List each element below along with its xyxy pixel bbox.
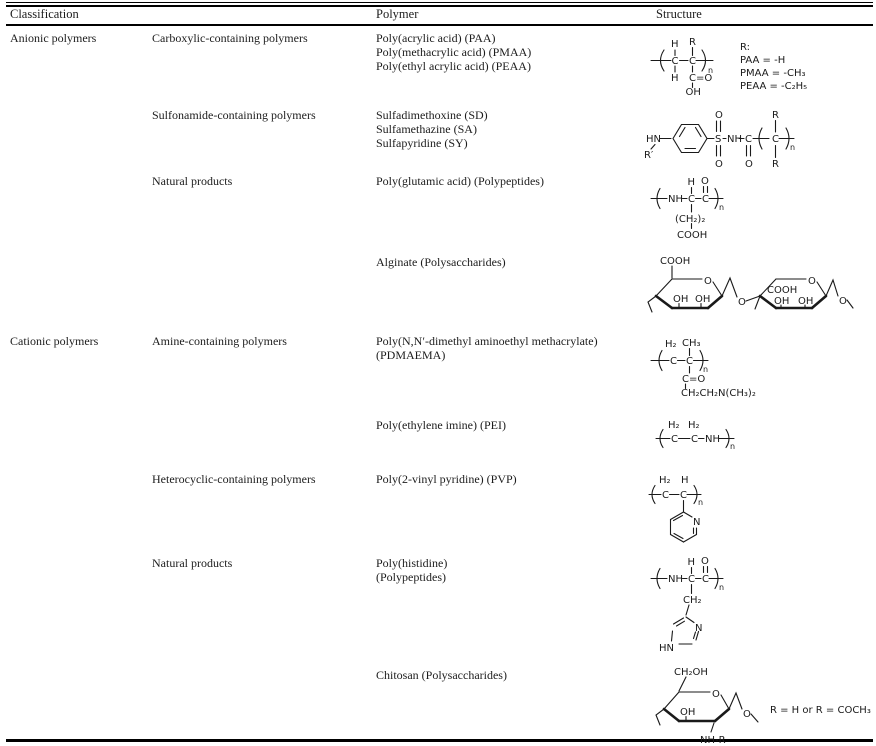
polymer-name: Poly(ethylene imine) (PEI) xyxy=(376,418,506,432)
atom-label: N xyxy=(695,623,703,634)
polymer-name: Sulfapyridine (SY) xyxy=(376,136,468,150)
category-cell: Natural products xyxy=(152,556,233,570)
header-rule xyxy=(6,24,873,26)
atom-label: C=O xyxy=(689,73,713,84)
repeat-subscript: n xyxy=(698,498,704,507)
polymer-name: (Polypeptides) xyxy=(376,570,446,584)
atom-label: H xyxy=(671,73,679,84)
atom-label: O xyxy=(701,176,709,187)
atom-label: R xyxy=(689,37,696,48)
category-cell: Amine-containing polymers xyxy=(152,334,287,348)
classification-cell: Cationic polymers xyxy=(10,334,99,348)
polymer-cell xyxy=(376,108,488,150)
atom-label: C xyxy=(671,56,679,67)
atom-label: NH xyxy=(668,194,683,205)
atom-label: CH₂CH₂N(CH₃)₂ xyxy=(681,388,756,398)
atom-label: O xyxy=(715,159,723,170)
atom-label: S xyxy=(715,134,722,145)
atom-label: O xyxy=(808,276,816,287)
polymer-cell xyxy=(376,174,544,188)
atom-label: COOH xyxy=(677,230,708,240)
structure-polyglutamic-diagram xyxy=(645,176,805,240)
polymer-name: Poly(acrylic acid) (PAA) xyxy=(376,31,496,45)
atom-label: O xyxy=(745,159,753,170)
polymer-name: (PDMAEMA) xyxy=(376,348,446,362)
atom-label: NH xyxy=(705,434,720,445)
atom-label: H₂ xyxy=(688,420,700,431)
atom-label: C xyxy=(662,490,669,501)
atom-label: OH xyxy=(685,87,701,96)
structure-pvp-diagram xyxy=(645,472,760,552)
atom-label: CH₂OH xyxy=(674,667,708,678)
polymer-name: Poly(N,N′-dimethyl aminoethyl methacrylate) xyxy=(376,334,598,348)
atom-label: O xyxy=(704,276,712,287)
atom-label: NH xyxy=(668,574,683,585)
atom-label: C xyxy=(702,194,709,205)
repeat-subscript: n xyxy=(730,442,736,451)
atom-label: O xyxy=(839,296,847,307)
classification-cell: Anionic polymers xyxy=(10,31,97,45)
atom-label: CH₃ xyxy=(682,338,701,349)
atom-label: C xyxy=(689,56,696,67)
category-cell: Natural products xyxy=(152,174,233,188)
structure-chitosan-diagram xyxy=(648,664,876,746)
polymer-name: Sulfamethazine (SA) xyxy=(376,122,477,136)
structure-polyhistidine-diagram xyxy=(645,556,805,661)
polymer-name: Poly(methacrylic acid) (PMAA) xyxy=(376,45,532,59)
atom-label: C xyxy=(671,434,678,445)
polymer-cell xyxy=(376,334,598,362)
atom-label: C=O xyxy=(682,374,706,385)
atom-label: NH xyxy=(727,134,742,145)
atom-label: O xyxy=(712,689,720,700)
legend-label: R: xyxy=(740,42,751,53)
category-cell: Heterocyclic-containing polymers xyxy=(152,472,316,486)
structure-paa-diagram xyxy=(645,34,875,96)
legend-label: PEAA = -C₂H₅ xyxy=(740,81,808,92)
structure-pei-diagram xyxy=(652,416,787,454)
column-header-classification: Classification xyxy=(10,7,79,21)
repeat-subscript: n xyxy=(790,143,796,152)
atom-label: HN xyxy=(646,134,661,145)
atom-label: C xyxy=(688,574,695,585)
legend-label: PMAA = -CH₃ xyxy=(740,68,806,79)
category-cell: Sulfonamide-containing polymers xyxy=(152,108,316,122)
atom-label: H₂ xyxy=(659,475,671,486)
atom-label: R xyxy=(772,110,779,121)
atom-label: H₂ xyxy=(665,339,677,350)
structure-alginate-diagram xyxy=(640,252,870,320)
atom-label: NH-R xyxy=(700,735,726,746)
polymer-name: Poly(glutamic acid) (Polypeptides) xyxy=(376,174,544,188)
atom-label: OH xyxy=(680,707,696,718)
atom-label: OH xyxy=(798,296,814,307)
atom-label: C xyxy=(688,194,695,205)
structure-pdmaema-diagram xyxy=(645,334,860,398)
atom-label: R xyxy=(772,159,779,170)
atom-label: H xyxy=(687,557,696,568)
polymer-cell xyxy=(376,668,507,682)
atom-label: R′ xyxy=(644,150,654,161)
repeat-subscript: n xyxy=(708,66,714,75)
polymer-cell xyxy=(376,31,531,73)
atom-label: OH xyxy=(774,296,790,307)
polymer-name: Poly(histidine) xyxy=(376,556,448,570)
atom-label: (CH₂)₂ xyxy=(675,214,706,225)
polymer-cell xyxy=(376,556,447,584)
polymer-name: Poly(2-vinyl pyridine) (PVP) xyxy=(376,472,517,486)
atom-label: C xyxy=(702,574,709,585)
polymer-name: Poly(ethyl acrylic acid) (PEAA) xyxy=(376,59,531,73)
repeat-subscript: n xyxy=(719,583,725,592)
column-header-structure: Structure xyxy=(656,7,702,21)
polymer-name: Chitosan (Polysaccharides) xyxy=(376,668,507,682)
atom-label: C xyxy=(772,134,779,145)
polymer-name: Sulfadimethoxine (SD) xyxy=(376,108,488,122)
atom-label: OH xyxy=(695,294,711,305)
atom-label: C xyxy=(670,356,677,367)
repeat-subscript: n xyxy=(719,203,725,212)
atom-label: CH₂ xyxy=(683,595,702,606)
atom-label: O xyxy=(743,709,751,720)
atom-label: HN xyxy=(659,643,674,654)
legend-label: PAA = -H xyxy=(740,55,786,66)
atom-label: H xyxy=(687,177,696,188)
polymer-cell xyxy=(376,472,517,486)
atom-label: H xyxy=(671,39,679,50)
structure-sulfonamide-diagram xyxy=(638,106,876,172)
atom-label: H xyxy=(681,475,689,486)
atom-label: C xyxy=(691,434,698,445)
atom-label: H₂ xyxy=(668,420,680,431)
top-rule-thick xyxy=(6,5,873,7)
atom-label: N xyxy=(693,517,701,528)
atom-label: COOH xyxy=(660,256,691,267)
polymer-name: Alginate (Polysaccharides) xyxy=(376,255,506,269)
atom-label: C xyxy=(745,134,752,145)
atom-label: O xyxy=(738,297,746,308)
atom-label: O xyxy=(701,556,709,567)
repeat-subscript: n xyxy=(703,365,709,374)
atom-label: COOH xyxy=(767,285,798,296)
category-cell: Carboxylic-containing polymers xyxy=(152,31,308,45)
atom-label: C xyxy=(686,356,693,367)
top-rule-thin xyxy=(6,2,873,3)
atom-label: O xyxy=(715,110,723,121)
column-header-polymer: Polymer xyxy=(376,7,419,21)
polymer-cell xyxy=(376,418,506,432)
atom-label: OH xyxy=(673,294,689,305)
polymer-cell xyxy=(376,255,506,269)
structure-note: R = H or R = COCH₃ xyxy=(770,705,871,716)
atom-label: C xyxy=(680,490,687,501)
